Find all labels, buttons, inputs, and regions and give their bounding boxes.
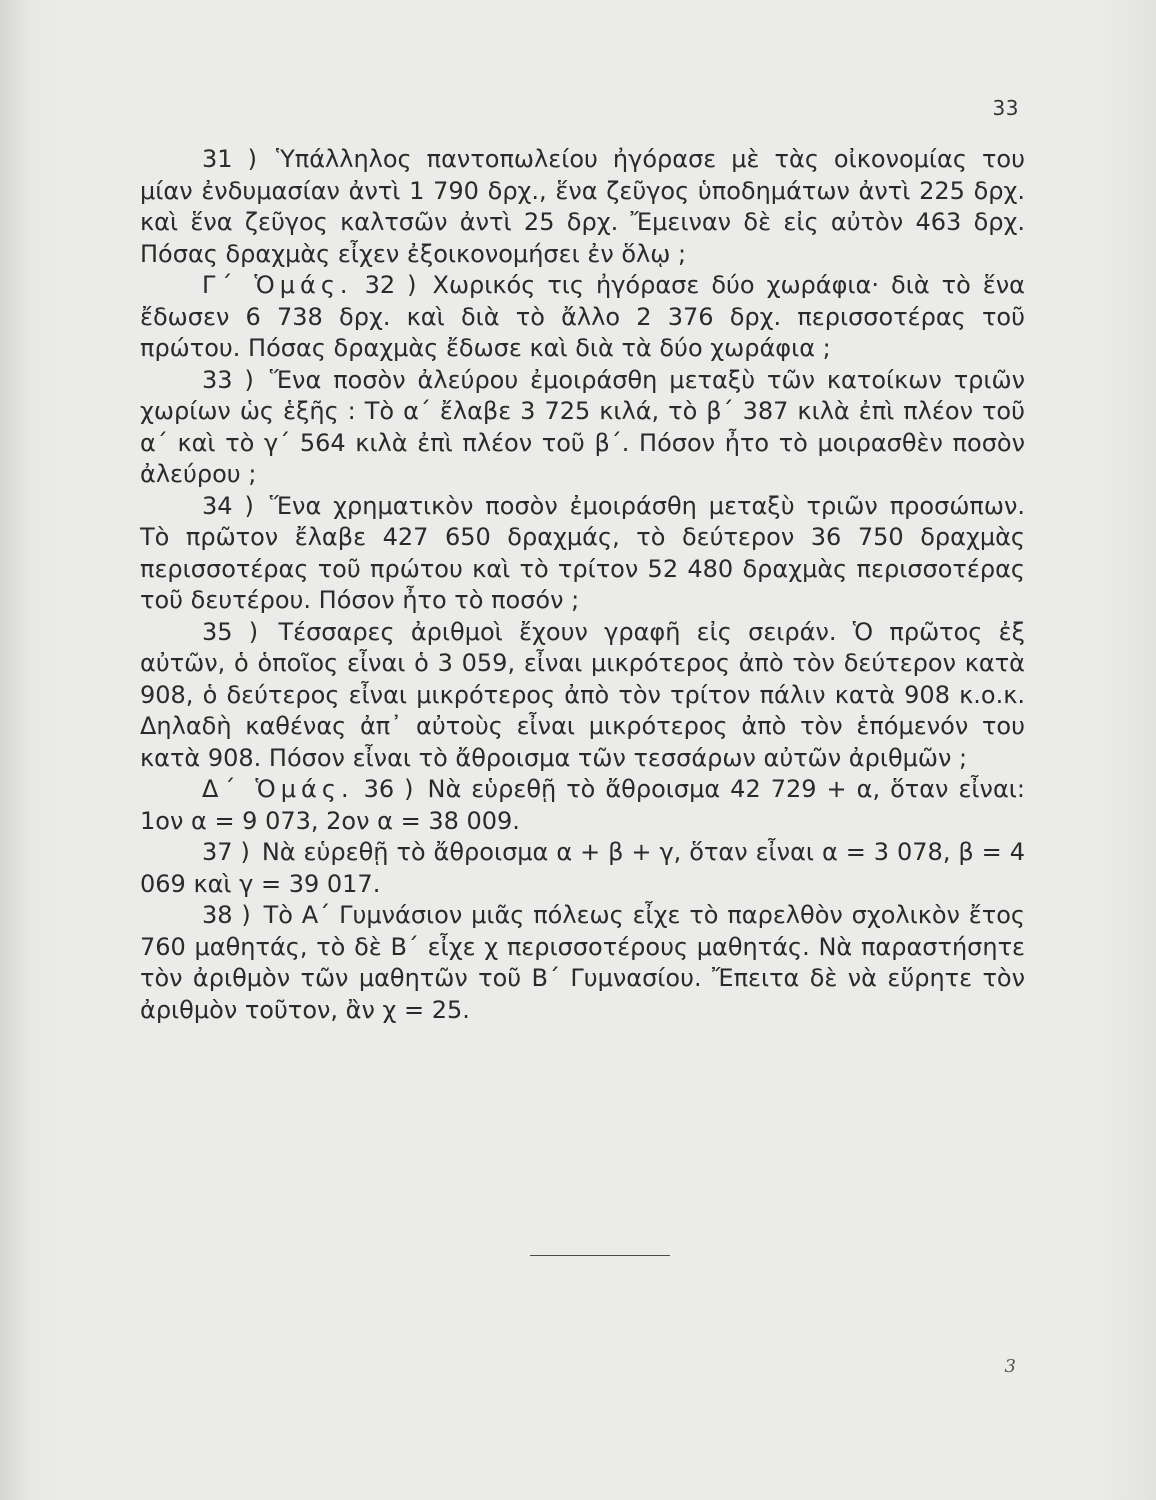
group-heading: Δ΄ Ὁμάς.: [202, 775, 354, 803]
exercise-32: [140, 270, 1025, 365]
exercise-number: 37 ): [202, 838, 250, 866]
exercise-number: 38 ): [202, 901, 251, 929]
signature-mark: 3: [1004, 1356, 1016, 1377]
exercise-37: [140, 837, 1025, 900]
exercise-38: [140, 900, 1025, 1026]
page-number: 33: [992, 96, 1019, 120]
exercise-33: [140, 365, 1025, 491]
exercise-text: Νὰ εὑρεθῇ τὸ ἄθροισμα α + β + γ, ὅταν εἶναι α = 3 078, β = 4 069 καὶ γ = 39 017.: [140, 838, 1025, 898]
exercise-36: [140, 774, 1025, 837]
end-divider: [530, 1255, 670, 1256]
exercise-text: Νὰ εὑρεθῇ τὸ ἄθροισμα 42 729 + α, ὅταν εἶναι: 1ον α = 9 073, 2ον α = 38 009.: [140, 775, 1025, 835]
exercise-text: Χωρικός τις ἠγόρασε δύο χωράφια· διὰ τὸ ἕνα ἔδωσεν 6 738 δρχ. καὶ διὰ τὸ ἄλλο 2 376 δρχ. περισσοτέρας τοῦ πρώτου. Πόσας δραχμὰς ἔδωσε καὶ διὰ τὰ δύο χωράφια ;: [140, 271, 1025, 362]
exercise-number: 31 ): [202, 145, 257, 173]
exercise-number: 32 ): [364, 271, 417, 299]
exercise-list: [140, 144, 1025, 1026]
exercise-text: Ὑπάλληλος παντοπωλείου ἠγόρασε μὲ τὰς οἰκονομίας του μίαν ἐνδυμασίαν ἀντὶ 1 790 δρχ., ἕνα ζεῦγος ὑποδημάτων ἀντὶ 225 δρχ. καὶ ἕνα ζεῦγος καλτσῶν ἀντὶ 25 δρχ. Ἔμειναν δὲ εἰς αὐτὸν 463 δρχ. Πόσας δραχμὰς εἶχεν ἐξοικονομήσει ἐν ὅλῳ ;: [140, 145, 1025, 268]
exercise-text: Ἕνα χρηματικὸν ποσὸν ἐμοιράσθη μεταξὺ τριῶν προσώπων. Τὸ πρῶτον ἔλαβε 427 650 δραχμάς, τὸ δεύτερον 36 750 δραχμὰς περισσοτέρας τοῦ πρώτου καὶ τὸ τρίτον 52 480 δραχμὰς περισσοτέρας τοῦ δευτέρου. Πόσον ἦτο τὸ ποσόν ;: [140, 491, 1025, 614]
exercise-34: [140, 491, 1025, 617]
exercise-number: 36 ): [363, 775, 414, 803]
exercise-text: Τέσσαρες ἀριθμοὶ ἔχουν γραφῆ εἰς σειράν. Ὁ πρῶτος ἐξ αὐτῶν, ὁ ὁποῖος εἶναι ὁ 3 059, εἶναι μικρότερος ἀπὸ τὸν δεύτερον κατὰ 908, ὁ δεύτερος εἶναι μικρότερος ἀπὸ τὸν τρίτον πάλιν κατὰ 908 κ.ο.κ. Δηλαδὴ καθένας ἀπ᾿ αὐτοὺς εἶναι μικρότερος ἀπὸ τὸν ἑπόμενόν του κατὰ 908. Πόσον εἶναι τὸ ἄθροισμα τῶν τεσσάρων αὐτῶν ἀριθμῶν ;: [140, 617, 1026, 772]
exercise-number: 35 ): [202, 617, 259, 646]
exercise-number: 34 ): [202, 491, 254, 520]
exercise-number: 33 ): [202, 365, 254, 394]
exercise-35: [140, 617, 1025, 775]
exercise-text: Ἕνα ποσὸν ἀλεύρου ἐμοιράσθη μεταξὺ τῶν κατοίκων τριῶν χωρίων ὡς ἑξῆς : Τὸ α΄ ἔλαβε 3 725 κιλά, τὸ β΄ 387 κιλὰ ἐπὶ πλέον τοῦ α΄ καὶ τὸ γ΄ 564 κιλὰ ἐπὶ πλέον τοῦ β΄. Πόσον ἦτο τὸ μοιρασθὲν ποσὸν ἀλεύρου ;: [140, 365, 1026, 488]
group-heading: Γ΄ Ὁμάς.: [202, 271, 353, 299]
exercise-text: Τὸ Α΄ Γυμνάσιον μιᾶς πόλεως εἶχε τὸ παρελθὸν σχολικὸν ἔτος 760 μαθητάς, τὸ δὲ Β΄ εἶχε χ περισσοτέρους μαθητάς. Νὰ παραστήσητε τὸν ἀριθμὸν τῶν μαθητῶν τοῦ Β΄ Γυμνασίου. Ἔπειτα δὲ νὰ εὕρητε τὸν ἀριθμὸν τοῦτον, ἂν χ = 25.: [140, 901, 1025, 1024]
exercise-31: [140, 144, 1025, 270]
